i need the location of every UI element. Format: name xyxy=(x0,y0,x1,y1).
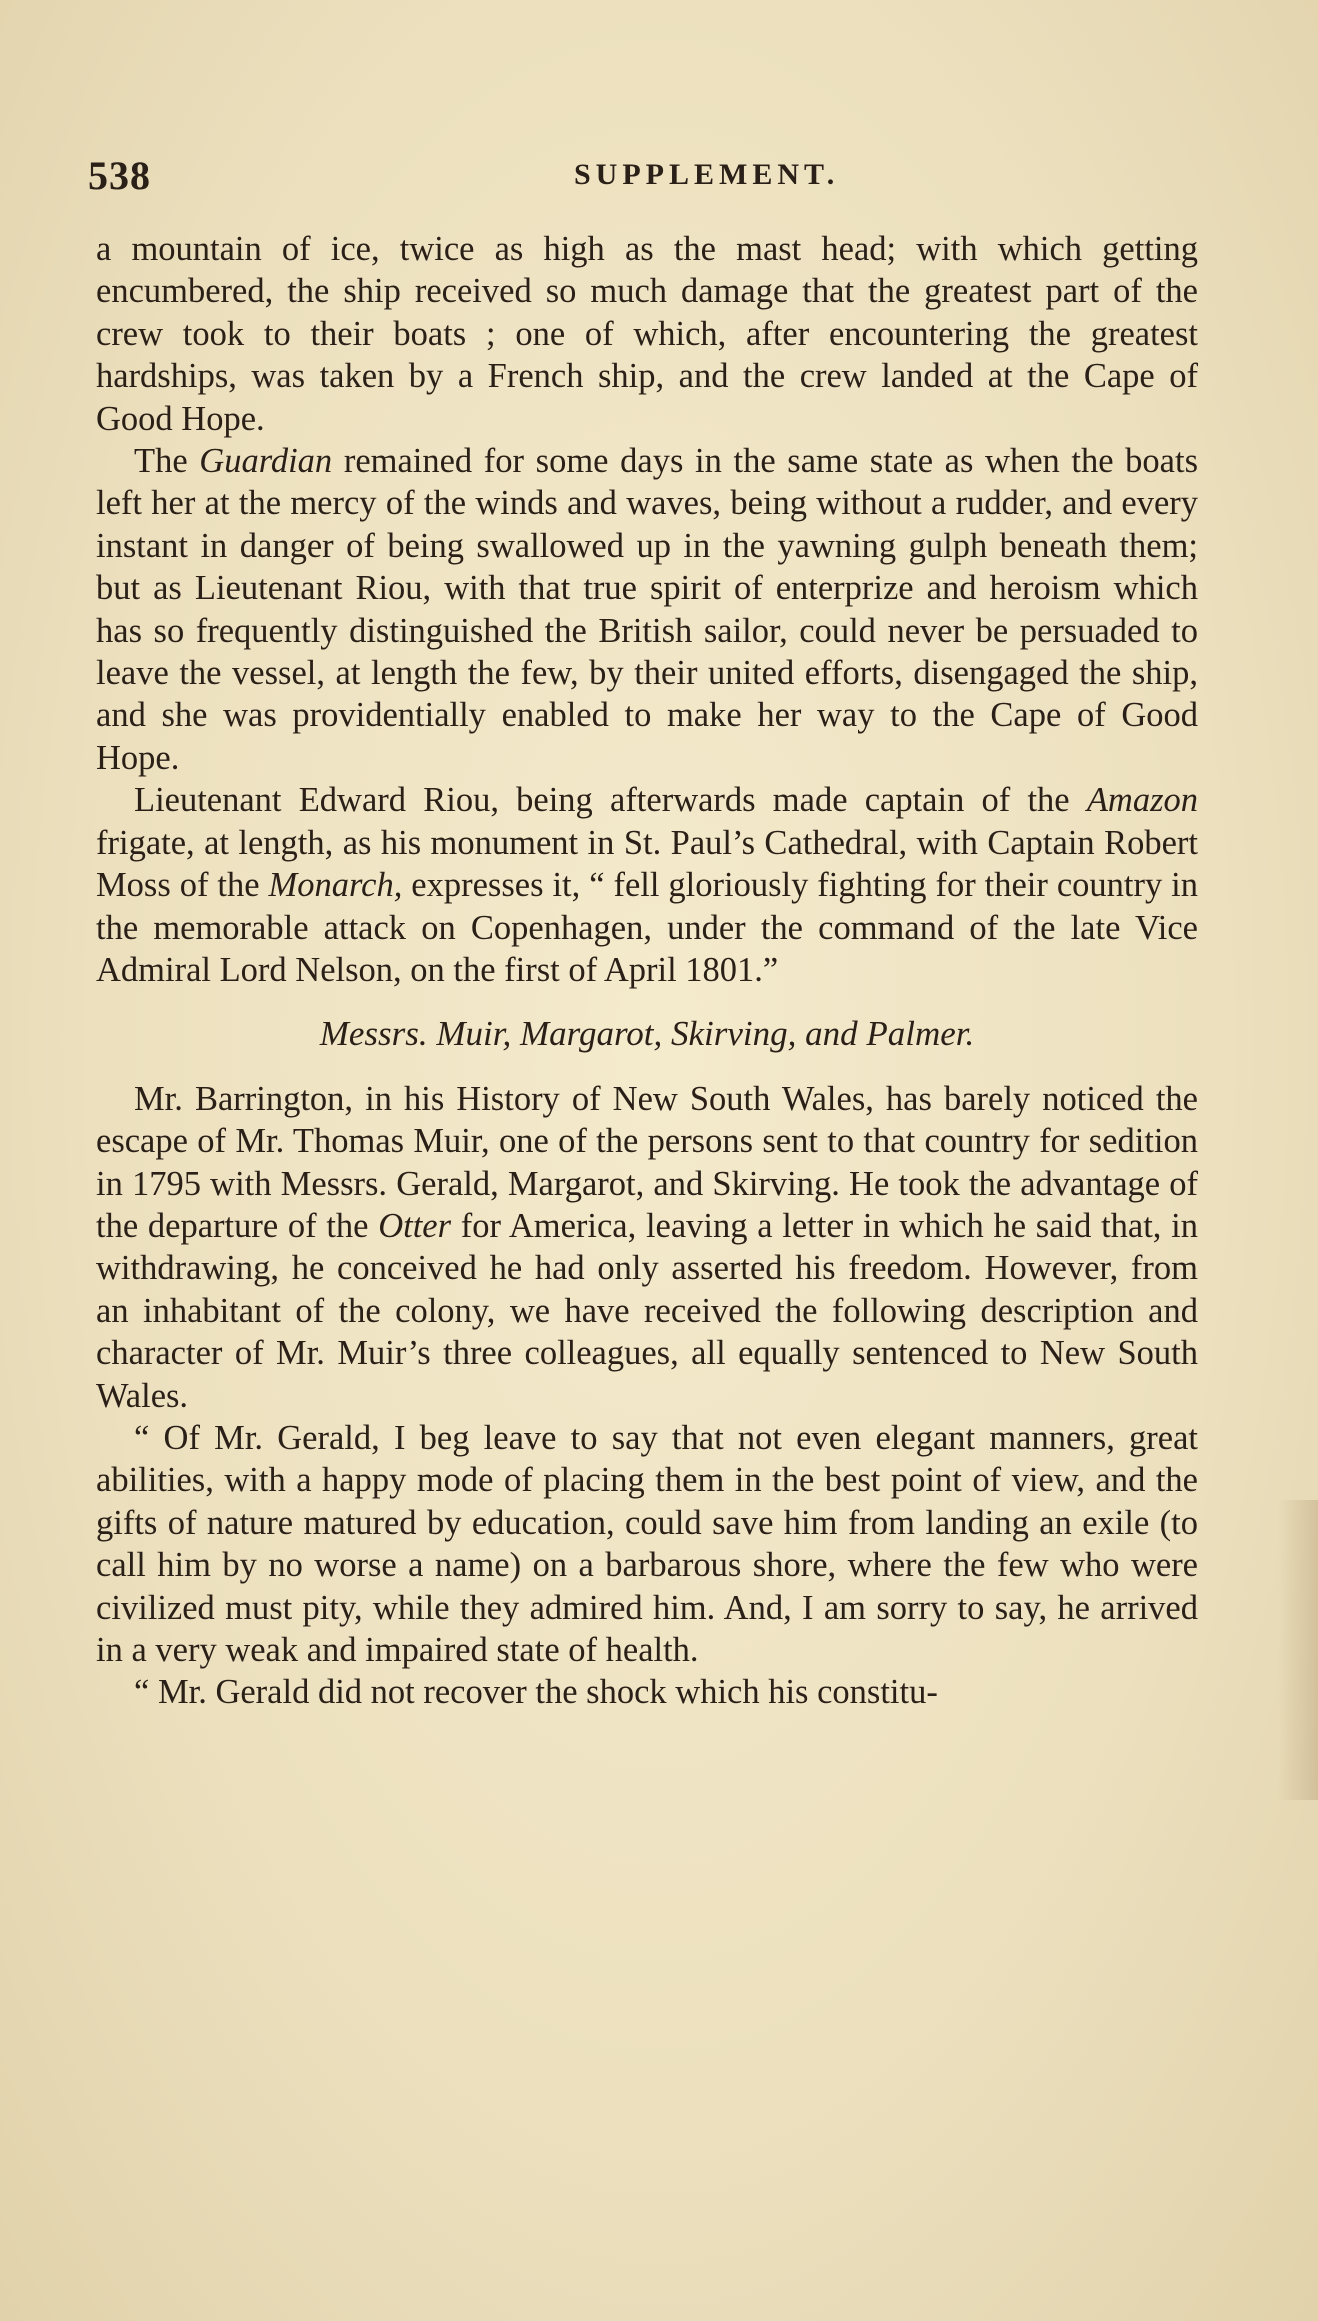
paragraph-2 xyxy=(96,440,1198,779)
paragraph-3-text-a: Lieutenant Edward Riou, being afterwards made captain of the xyxy=(134,781,1087,820)
paragraph-4 xyxy=(96,1078,1198,1417)
paragraph-6: “ Mr. Gerald did not recover the shock which his constitu- xyxy=(134,1673,938,1712)
page-edge-shadow xyxy=(1278,1500,1318,1800)
paragraph-4-text-b: for America, leaving a letter in which he said that, in withdrawing, he conceived he had only asserted his freedom. However, from an inhabitant of the colony, we have received the following description and character of Mr. Muir’s three colleagues, all equally sentenced to New South Wales. xyxy=(96,1206,1198,1415)
paragraph-1: a mountain of ice, twice as high as the mast head; with which getting encumbered, the ship received so much damage that the greatest part of the crew took to their boats ; one of which, after encountering the greatest hardships, was taken by a French ship, and the crew landed at the Cape of Good Hope. xyxy=(96,230,1198,438)
paragraph-3-text-b: frigate, at length, as his monument in St. Paul’s Cathedral, with Captain Robert Moss of the xyxy=(96,823,1198,905)
paragraph-5: “ Of Mr. Gerald, I beg leave to say that not even elegant manners, great abilities, with a happy mode of placing them in the best point of view, and the gifts of nature matured by education, could save him from landing an exile (to call him by no worse a name) on a barbarous shore, where the few who were civilized must pity, while they admired him. And, I am sorry to say, he arrived in a very weak and impaired state of health. xyxy=(96,1418,1198,1669)
paragraph-4-text-a: Mr. Barrington, in his History of New South Wales, has barely noticed the escape of Mr. Thomas Muir, one of the persons sent to that country for sedition in 1795 with Messrs. Gerald, Margarot, and Skirving. He took the advantage of the departure of the xyxy=(96,1079,1198,1245)
ship-name-amazon: Amazon xyxy=(1086,781,1198,820)
paragraph-3 xyxy=(96,779,1198,991)
paragraph-2-text-b: remained for some days in the same state as when the boats left her at the mercy of the winds and waves, being without a rudder, and every instant in danger of being swallowed up in the yawning gulph beneath them; but as Lieutenant Riou, with that true spirit of enterprize and heroism which has so frequently distinguished the British sailor, could never be persuaded to leave the vessel, at length the few, by their united efforts, disengaged the ship, and she was providentially enabled to make her way to the Cape of Good Hope. xyxy=(96,442,1198,777)
ship-name-monarch: Monarch, xyxy=(268,866,403,905)
running-head: SUPPLEMENT. xyxy=(574,158,840,191)
page-number: 538 xyxy=(88,153,151,198)
ship-name-otter: Otter xyxy=(378,1206,452,1245)
ship-name-guardian: Guardian xyxy=(199,442,333,481)
paragraph-3-text-c: expresses it, “ fell gloriously fighting for their country in the memorable attack on Copenhagen, under the command of the late Vice Admiral Lord Nelson, on the first of April 1801.” xyxy=(96,866,1198,989)
page-body xyxy=(96,228,1198,1714)
section-heading: Messrs. Muir, Margarot, Skirving, and Palmer. xyxy=(319,1014,975,1054)
page-header xyxy=(88,152,1220,200)
paragraph-2-text-a: The xyxy=(134,442,200,481)
